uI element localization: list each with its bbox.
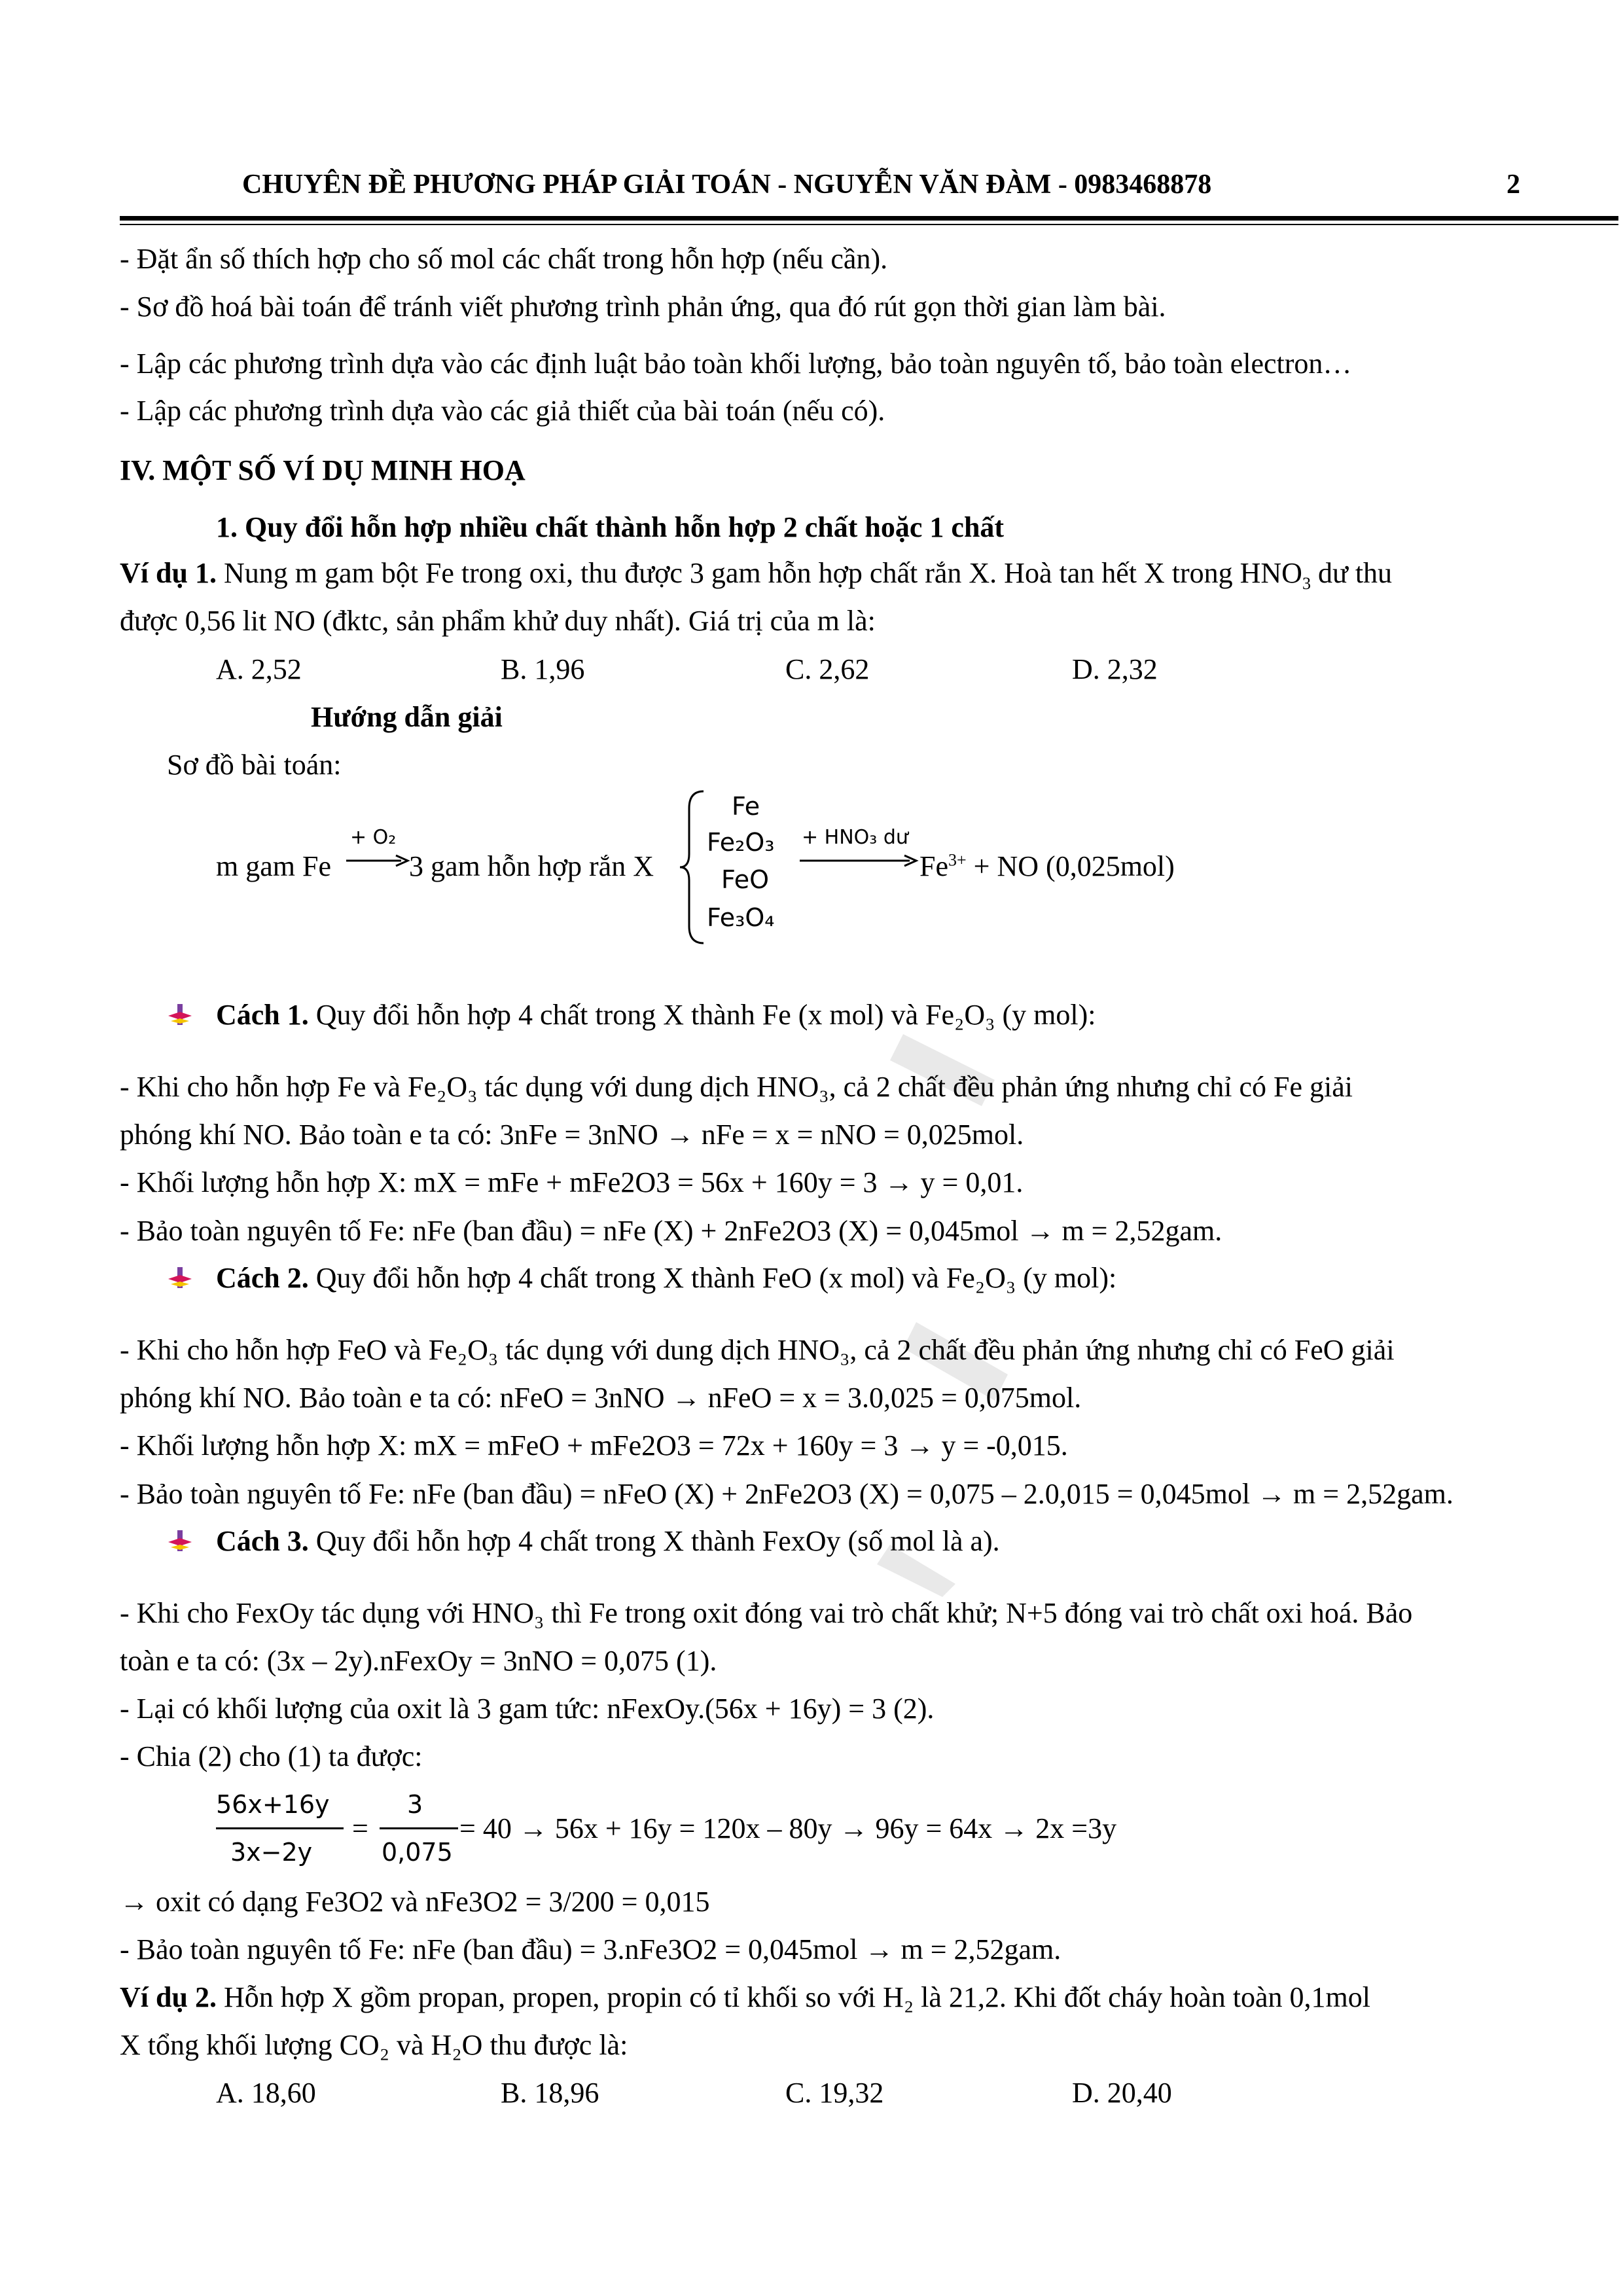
scheme-component-fe3o4: Fe₃O₄	[707, 903, 775, 932]
method2-heading	[216, 1261, 1116, 1295]
scheme-component-fe2o3: Fe₂O₃	[707, 828, 775, 857]
scheme-arrow2	[798, 853, 919, 869]
method1-title: Cách 1.	[216, 999, 309, 1031]
example1-text-a-sub: 3	[1302, 573, 1311, 593]
intro-step-2: - Sơ đồ hoá bài toán để tránh viết phương trình phản ứng, qua đó rút gọn thời gian làm bài.	[120, 291, 1166, 323]
equals-sign: =	[352, 1812, 368, 1844]
scheme-arrow1	[345, 853, 410, 869]
method1-line2: phóng khí NO. Bảo toàn e ta có: 3nFe = 3nNO → nFe = x = nNO = 0,025mol.	[120, 1119, 1024, 1151]
intro-step-4: - Lập các phương trình dựa vào các giả thiết của bài toán (nếu có).	[120, 395, 885, 427]
bullet-icon	[167, 1001, 193, 1028]
example1-option-d: D. 2,32	[1072, 653, 1158, 685]
example1-option-b: B. 1,96	[501, 653, 585, 685]
method1-line1: - Khi cho hỗn hợp Fe và Fe₂O₃ tác dụng với dung dịch HNO₃, cả 2 chất đều phản ứng nhưng chỉ có Fe giải	[120, 1071, 1353, 1103]
example2-option-c: C. 19,32	[785, 2077, 884, 2109]
guide-title: Hướng dẫn giải	[311, 701, 503, 733]
scheme-product-fe: Fe	[919, 850, 948, 882]
example2-option-b: B. 18,96	[501, 2077, 599, 2109]
method3-text: Quy đổi hỗn hợp 4 chất trong X thành FexOy (số mol là a).	[308, 1525, 1000, 1557]
example2-option-a: A. 18,60	[216, 2077, 316, 2109]
scheme-product-rest: + NO (0,025mol)	[966, 850, 1175, 882]
fraction2-numerator: 3	[407, 1790, 423, 1819]
method1-line4: - Bảo toàn nguyên tố Fe: nFe (ban đầu) = nFe (X) + 2nFe2O3 (X) = 0,045mol → m = 2,52gam.	[120, 1215, 1222, 1247]
method1-heading	[216, 998, 1096, 1031]
header-rule-thick	[120, 216, 1618, 221]
header-rule-thin	[120, 224, 1618, 225]
example2-line2: X tổng khối lượng CO₂ và H₂O thu được là:	[120, 2029, 628, 2061]
example1-option-c: C. 2,62	[785, 653, 870, 685]
scheme-middle: 3 gam hỗn hợp rắn X	[409, 850, 654, 882]
scheme-title: Sơ đồ bài toán:	[167, 749, 342, 781]
method3-line3: - Lại có khối lượng của oxit là 3 gam tức: nFexOy.(56x + 16y) = 3 (2).	[120, 1693, 935, 1725]
example1-text-a-end: dư thu	[1310, 557, 1393, 589]
example1-line1	[120, 556, 1392, 594]
method3-line2: toàn e ta có: (3x – 2y).nFexOy = 3nNO = 0,075 (1).	[120, 1645, 717, 1677]
intro-step-3: - Lập các phương trình dựa vào các định luật bảo toàn khối lượng, bảo toàn nguyên tố, bảo toàn electron…	[120, 348, 1352, 380]
scheme-product	[919, 850, 1175, 883]
method2-line1: - Khi cho hỗn hợp FeO và Fe₂O₃ tác dụng với dung dịch HNO₃, cả 2 chất đều phản ứng nhưng chỉ có FeO giải	[120, 1334, 1395, 1366]
bullet-icon	[167, 1265, 193, 1291]
method2-line3: - Khối lượng hỗn hợp X: mX = mFeO + mFe2O3 = 72x + 160y = 3 → y = -0,015.	[120, 1429, 1068, 1462]
method3-line4: - Chia (2) cho (1) ta được:	[120, 1740, 423, 1772]
bullet-icon	[167, 1528, 193, 1554]
scheme-arrow2-label: + HNO₃ dư	[802, 826, 908, 849]
page-number: 2	[1507, 170, 1520, 200]
method2-title: Cách 2.	[216, 1262, 309, 1294]
example2-text-a: Hỗn hợp X gồm propan, propen, propin có tỉ khối so với H₂ là 21,2. Khi đốt cháy hoàn toàn 0,1mol	[216, 1981, 1370, 2013]
fraction1-numerator: 56x+16y	[216, 1790, 330, 1819]
scheme-product-fe-sup: 3+	[948, 850, 967, 870]
method3-line5: → oxit có dạng Fe3O2 và nFe3O2 = 3/200 = 0,015	[120, 1886, 710, 1918]
method1-line3: - Khối lượng hỗn hợp X: mX = mFe + mFe2O3 = 56x + 160y = 3 → y = 0,01.	[120, 1166, 1024, 1198]
intro-step-1: - Đặt ẩn số thích hợp cho số mol các chất trong hỗn hợp (nếu cần).	[120, 243, 888, 275]
example2-option-d: D. 20,40	[1072, 2077, 1172, 2109]
example2-line1	[120, 1981, 1370, 2014]
section-title: IV. MỘT SỐ VÍ DỤ MINH HOẠ	[120, 454, 526, 486]
page-header-title: CHUYÊN ĐỀ PHƯƠNG PHÁP GIẢI TOÁN - NGUYỄN VĂN ĐÀM - 0983468878	[242, 170, 1212, 200]
scheme-brace	[677, 789, 710, 946]
example1-option-a: A. 2,52	[216, 653, 302, 685]
method3-title: Cách 3.	[216, 1525, 309, 1557]
example1-label: Ví dụ 1.	[120, 557, 217, 589]
method2-line2: phóng khí NO. Bảo toàn e ta có: nFeO = 3nNO → nFeO = x = 3.0,025 = 0,075mol.	[120, 1382, 1082, 1414]
example2-label: Ví dụ 2.	[120, 1981, 217, 2013]
scheme-arrow1-label: + O₂	[350, 826, 397, 849]
method2-text: Quy đổi hỗn hợp 4 chất trong X thành FeO (x mol) và Fe₂O₃ (y mol):	[308, 1262, 1117, 1294]
fraction2-denominator: 0,075	[382, 1838, 453, 1867]
method2-line4: - Bảo toàn nguyên tố Fe: nFe (ban đầu) = nFeO (X) + 2nFe2O3 (X) = 0,075 – 2.0,015 = 0,045mol → m = 2,52gam.	[120, 1478, 1454, 1510]
fraction2-bar	[380, 1827, 458, 1829]
method3-line1: - Khi cho FexOy tác dụng với HNO₃ thì Fe trong oxit đóng vai trò chất khử; N+5 đóng vai trò chất oxi hoá. Bảo	[120, 1597, 1413, 1629]
fraction1-denominator: 3x−2y	[230, 1838, 313, 1867]
example1-text-a: Nung m gam bột Fe trong oxi, thu được 3 gam hỗn hợp chất rắn X. Hoà tan hết X trong HNO	[216, 557, 1302, 589]
method1-text: Quy đổi hỗn hợp 4 chất trong X thành Fe (x mol) và Fe₂O₃ (y mol):	[308, 999, 1096, 1031]
subsection-title: 1. Quy đổi hỗn hợp nhiều chất thành hỗn hợp 2 chất hoặc 1 chất	[216, 511, 1005, 543]
example1-line2: được 0,56 lit NO (đktc, sản phẩm khử duy nhất). Giá trị của m là:	[120, 605, 876, 637]
method3-line6: - Bảo toàn nguyên tố Fe: nFe (ban đầu) = 3.nFe3O2 = 0,045mol → m = 2,52gam.	[120, 1933, 1061, 1965]
method3-heading	[216, 1524, 1000, 1558]
fraction1-bar	[216, 1827, 344, 1829]
fraction-result: = 40 → 56x + 16y = 120x – 80y → 96y = 64x → 2x =3y	[459, 1812, 1117, 1844]
scheme-component-feo: FeO	[721, 865, 770, 894]
scheme-start: m gam Fe	[216, 850, 331, 882]
scheme-component-fe: Fe	[732, 792, 760, 821]
